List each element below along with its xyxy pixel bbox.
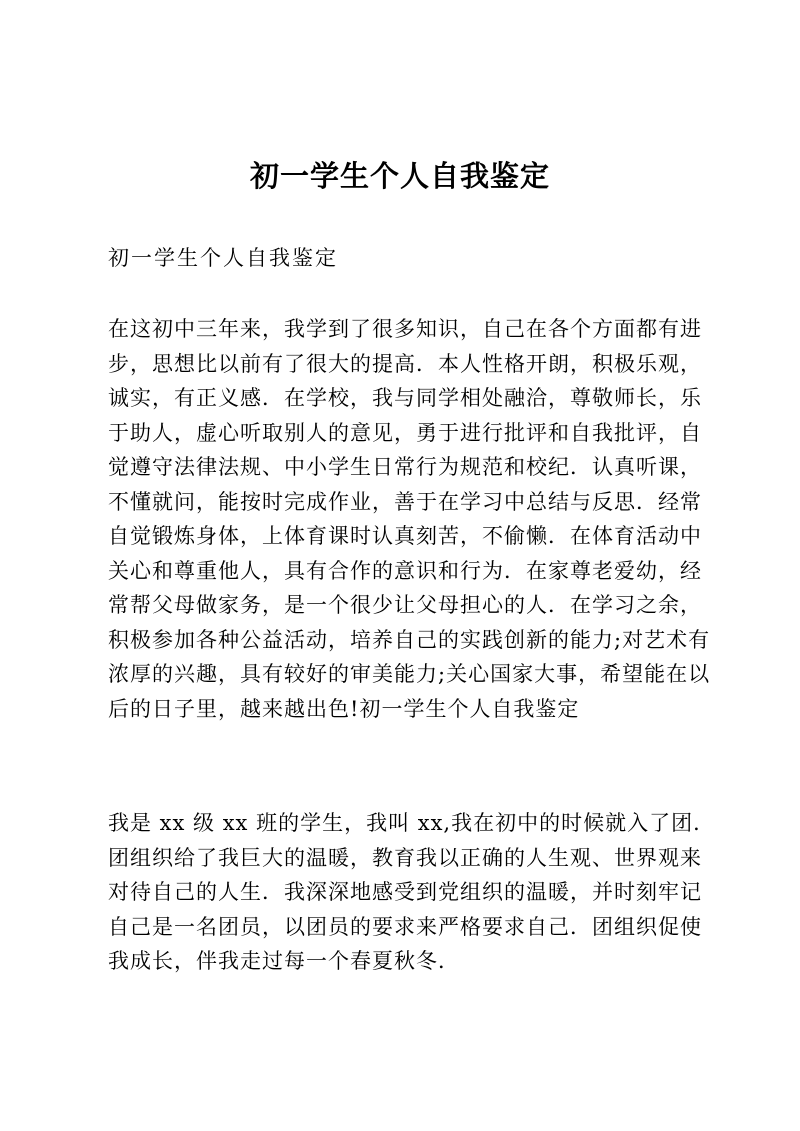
paragraph-line: 我是 xx 级 xx 班的学生，我叫 xx,我在初中的时候就入了团． — [108, 811, 716, 835]
paragraph-line: 自己是一名团员，以团员的要求来严格要求自己．团组织促使 — [108, 914, 702, 939]
document-title: 初一学生个人自我鉴定 — [249, 159, 550, 193]
paragraph-line: 常帮父母做家务，是一个很少让父母担心的人．在学习之余， — [108, 593, 702, 617]
paragraph-line: 在这初中三年来，我学到了很多知识，自己在各个方面都有进 — [108, 317, 702, 341]
paragraph-line: 团组织给了我巨大的温暖，教育我以正确的人生观、世界观来 — [108, 845, 702, 870]
paragraph-line: 不懂就问，能按时完成作业，善于在学习中总结与反思．经常 — [108, 489, 702, 514]
paragraph-line: 后的日子里，越来越出色!初一学生个人自我鉴定 — [108, 696, 580, 721]
paragraph-line: 我成长，伴我走过每一个春夏秋冬． — [108, 949, 460, 973]
paragraph-1 — [108, 312, 711, 726]
paragraph-line: 浓厚的兴趣，具有较好的审美能力;关心国家大事，希望能在以 — [108, 662, 711, 686]
paragraph-line: 积极参加各种公益活动，培养自己的实践创新的能力;对艺术有 — [108, 627, 711, 652]
paragraph-line: 于助人，虚心听取别人的意见，勇于进行批评和自我批评，自 — [108, 420, 702, 445]
paragraph-line: 步，思想比以前有了很大的提高．本人性格开朗，积极乐观， — [108, 351, 702, 376]
paragraph-line: 关心和尊重他人，具有合作的意识和行为．在家尊老爱幼，经 — [108, 558, 702, 583]
paragraph-2 — [108, 806, 716, 979]
paragraph-line: 自觉锻炼身体，上体育课时认真刻苦，不偷懒．在体育活动中 — [108, 524, 702, 548]
document-subtitle: 初一学生个人自我鉴定 — [108, 246, 338, 270]
paragraph-line: 对待自己的人生．我深深地感受到党组织的温暖，并时刻牢记 — [108, 880, 702, 904]
paragraph-line: 觉遵守法律法规、中小学生日常行为规范和校纪．认真听课， — [108, 455, 702, 479]
paragraph-line: 诚实，有正义感．在学校，我与同学相处融洽，尊敬师长，乐 — [108, 386, 702, 410]
